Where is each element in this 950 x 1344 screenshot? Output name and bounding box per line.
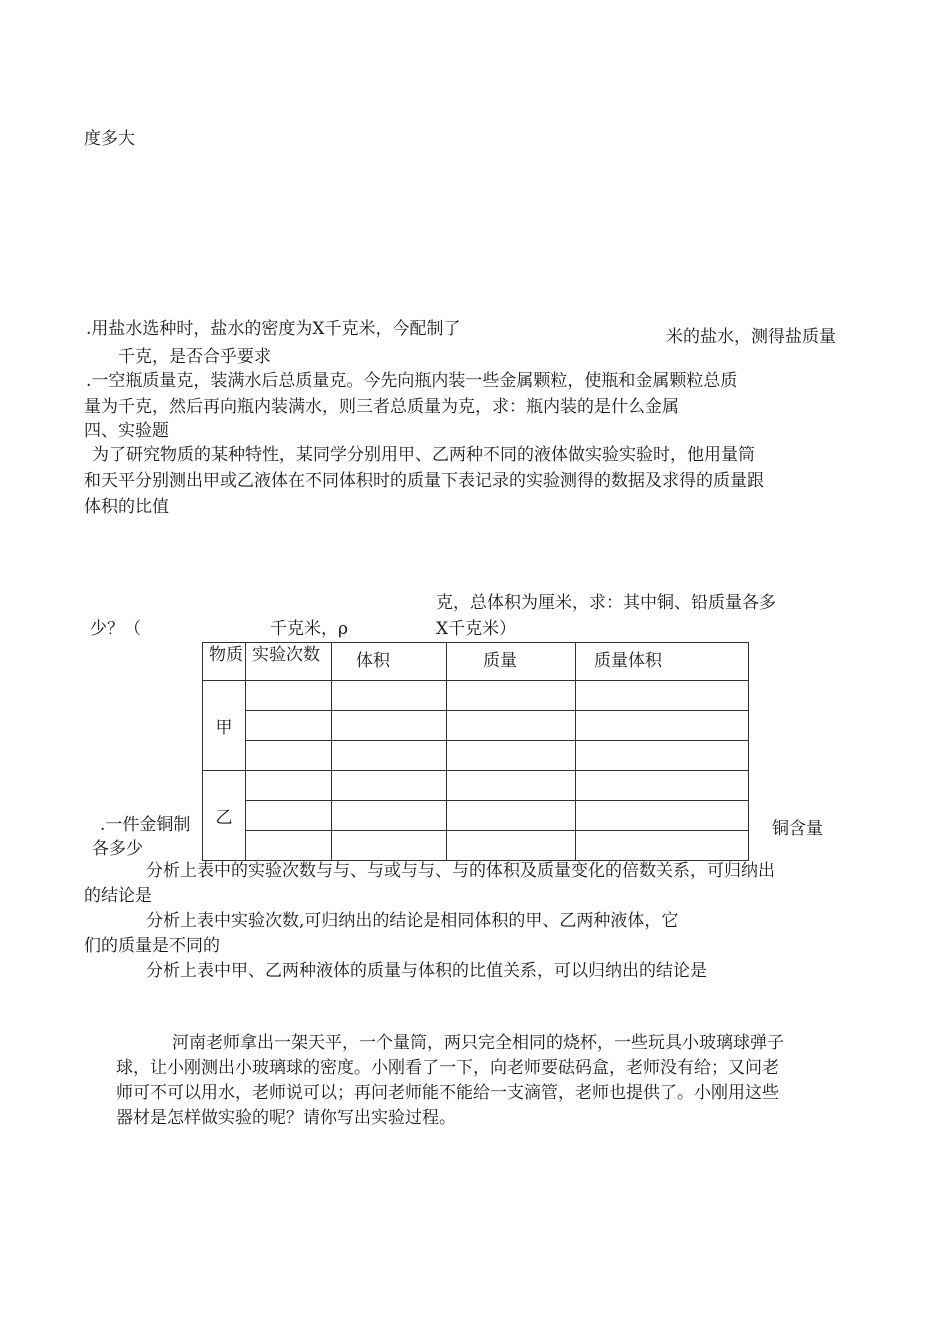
table-cell [332,741,447,771]
henan-problem-1: 河南老师拿出一架天平，一个量筒，两只完全相同的烧杯，一些玩具小玻璃球弹子 [172,1033,784,1053]
table-cell [576,831,749,861]
analysis-1: 分析上表中的实验次数与与、与或与与、与的体积及质量变化的倍数关系，可归纳出 [146,861,775,881]
table-cell [246,831,332,861]
table-row [203,711,749,741]
experiment-intro-3: 体积的比值 [84,497,169,517]
table-cell [246,801,332,831]
table-cell [332,801,447,831]
problem-bottle-cont: 量为千克，然后再向瓶内装满水，则三者总质量为克，求：瓶内装的是什么金属 [84,397,679,417]
analysis-3: 分析上表中甲、乙两种液体的质量与体积的比值关系，可以归纳出的结论是 [146,961,707,981]
problem-brine-cont: 千克，是否合乎要求 [118,347,271,367]
table-cell [246,771,332,801]
table-cell [447,801,576,831]
table-cell [332,681,447,711]
table-cell [576,801,749,831]
table-cell [332,831,447,861]
experiment-intro-2: 和天平分别测出甲或乙液体在不同体积时的质量下表记录的实验测得的数据及求得的质量跟 [84,471,764,491]
table-row [203,801,749,831]
section-heading: 四、实验题 [84,421,169,441]
problem-brine: .用盐水选种时，盐水的密度为Ⅹ千克米，今配制了 [86,319,461,339]
analysis-1-cont: 的结论是 [84,886,152,906]
table-cell [332,711,447,741]
problem-bottle: .一空瓶质量克，装满水后总质量克。今先向瓶内装一些金属颗粒，使瓶和金属颗粒总质 [86,371,738,391]
problem-gold-copper-cut: 铜含量 [772,819,823,839]
table-cell [447,711,576,741]
header-mass: 质量 [447,643,576,681]
analysis-2-cont: 们的质量是不同的 [84,936,220,956]
problem-alloy-cut-b: 千克米，ρ [270,619,348,639]
experiment-intro-1: 为了研究物质的某种特性，某同学分别用甲、乙两种不同的液体做实验实验时，他用量筒 [92,445,755,465]
header-trial: 实验次数 [246,643,332,681]
table-cell [332,771,447,801]
table-cell [246,741,332,771]
group-label-a: 甲 [203,681,246,771]
header-ratio: 质量体积 [576,643,749,681]
table-cell [576,711,749,741]
table-cell [447,771,576,801]
henan-problem-3: 师可不可以用水，老师说可以；再问老师能不能给一支滴管，老师也提供了。小刚用这些 [116,1083,779,1103]
problem-alloy-cut-a: 少？（ [90,619,141,639]
henan-problem-2: 球，让小刚测出小玻璃球的密度。小刚看了一下，向老师要砝码盒，老师没有给；又问老 [116,1058,779,1078]
henan-problem-4: 器材是怎样做实验的呢？请你写出实验过程。 [116,1108,456,1128]
fragment-density: 度多大 [84,129,135,149]
table-header-row [203,643,749,681]
table-row [203,831,749,861]
table-cell [576,681,749,711]
data-table [202,642,749,861]
table-row [203,681,749,711]
problem-alloy: 克，总体积为厘米，求：其中铜、铅质量各多 [436,593,776,613]
problem-brine-cut-text: 米的盐水，测得盐质量 [666,327,836,347]
table-cell [576,771,749,801]
table-cell [246,681,332,711]
table-cell [447,831,576,861]
table-cell [447,741,576,771]
analysis-2: 分析上表中实验次数,可归纳出的结论是相同体积的甲、乙两种液体，它 [146,911,679,931]
problem-alloy-cut-c: Ⅹ千克米） [436,619,517,639]
table-cell [246,711,332,741]
header-volume: 体积 [332,643,447,681]
header-substance: 物质 [203,643,246,681]
problem-gold-copper-cont: 各多少 [92,839,143,859]
table-cell [576,741,749,771]
table-cell [447,681,576,711]
group-label-b: 乙 [203,771,246,861]
table-row [203,771,749,801]
table-row [203,741,749,771]
problem-gold-copper: .一件金铜制 [100,815,191,835]
